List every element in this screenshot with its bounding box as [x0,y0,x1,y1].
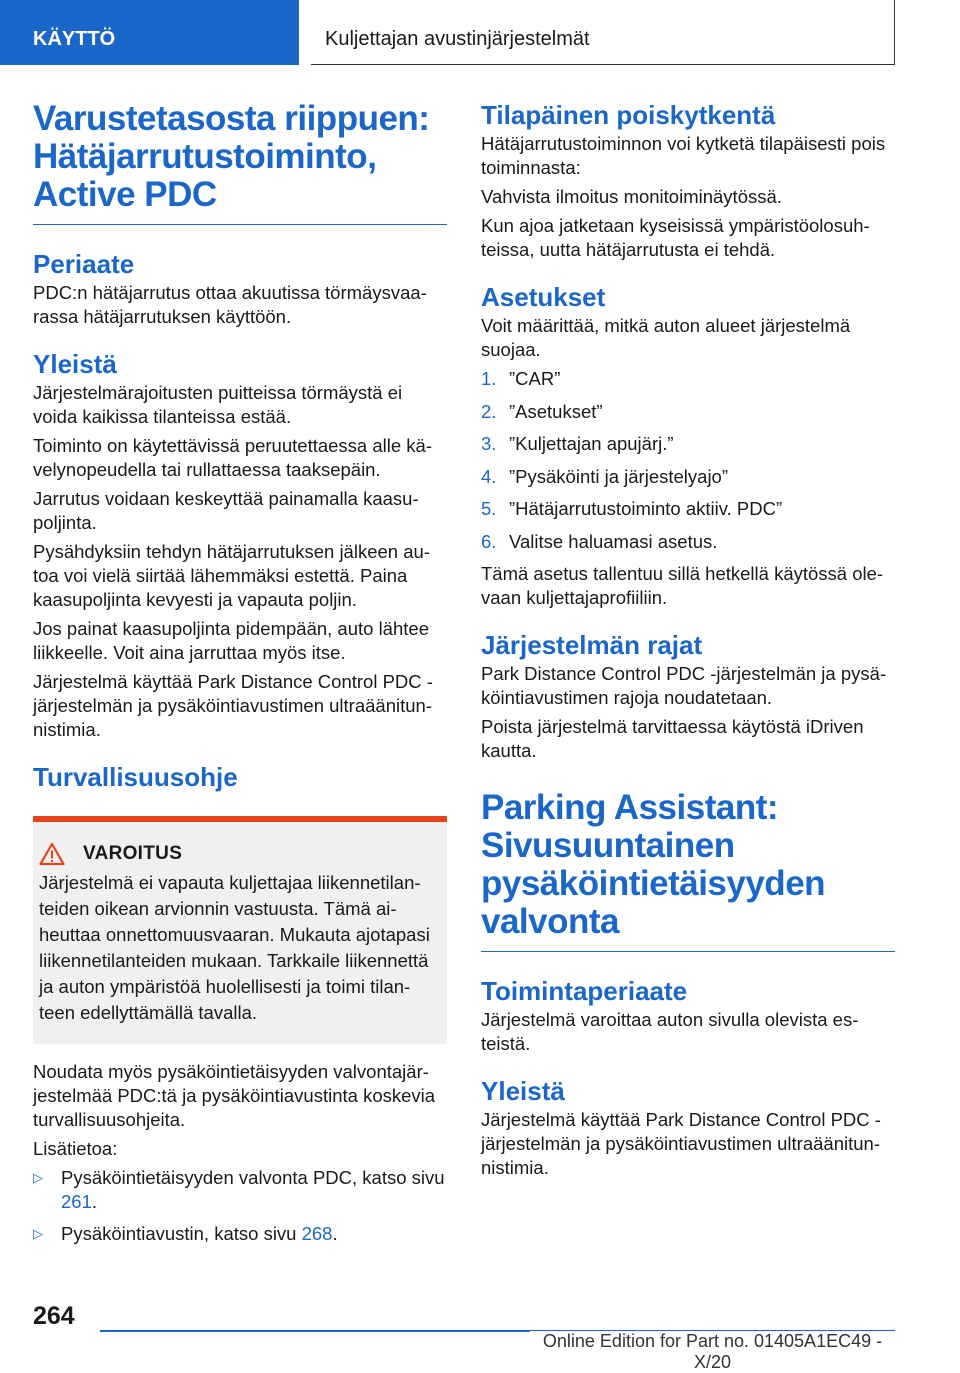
temp-off-paragraph: Kun ajoa jatketaan kyseisissä ympäristöolosuhteissa, uutta hätäjarrutusta ei tehdä. [481,215,870,260]
reference-list [33,1166,447,1246]
page-link[interactable]: 261 [61,1191,92,1212]
heading-safety: Turvallisuusohje [33,762,238,792]
general-paragraph: Pysähdyksiin tehdyn hätäjarrutuksen jälkeen autoa voi vielä siirtää lähemmäksi estettä. Paina kaasupoljinta kevyesti ja vapauta poljin. [33,541,430,610]
section-title-parking: Parking Assistant: Sivusuuntainen pysäköintietäisyyden valvonta [481,789,895,952]
right-column [481,100,895,1185]
limits-paragraph: Poista järjestelmä tarvittaessa käytöstä iDriven kautta. [481,716,864,761]
section-title: Varustetasosta riippuen: Hätäjarrutustoiminto, Active PDC [33,100,447,225]
list-item [33,1222,447,1246]
limits-paragraph: Park Distance Control PDC -järjestelmän ja pysäköintiavustimen rajoja noudatetaan. [481,663,887,708]
left-column [33,100,447,1254]
principle-text: PDC:n hätäjarrutus ottaa akuutissa törmäysvaarassa hätäjarrutuksen käyttöön. [33,282,427,327]
warning-triangle-icon [39,842,65,866]
more-info-label: Lisätietoa: [33,1138,118,1159]
reference-text: Pysäköintiavustin, katso sivu 268. [61,1223,338,1244]
heading-general: Yleistä [33,349,117,379]
triangle-bullet-icon: ▷ [33,1170,43,1185]
temp-off-paragraph: Hätäjarrutustoiminnon voi kytketä tilapäisesti pois toiminnasta: [481,133,886,178]
heading-principle: Periaate [33,249,135,279]
general-paragraph: Jos painat kaasupoljinta pidempään, auto lähtee liikkeelle. Voit aina jarruttaa myös itse. [33,618,429,663]
step-item: 3. ”Kuljettajan apujärj.” [481,433,674,454]
header-section-label: KÄYTTÖ [0,0,299,65]
heading-general-2: Yleistä [481,1076,565,1106]
heading-function-principle: Toimintaperiaate [481,976,688,1006]
header-chapter-label: Kuljettajan avustinjärjestelmät [311,0,895,65]
step-item: 1. ”CAR” [481,368,561,389]
general2-text: Järjestelmä käyttää Park Distance Control PDC -järjestelmän ja pysäköintiavustimen ultraäänitunnistimia. [481,1109,881,1178]
safety-note: Noudata myös pysäköintietäisyyden valvontajärjestelmää PDC:tä ja pysäköintiavustinta koskevia turvallisuusohjeita. [33,1061,436,1130]
page-link[interactable]: 268 [301,1223,333,1244]
heading-temporary-off: Tilapäinen poiskytkentä [481,100,776,130]
settings-steps [481,367,895,554]
triangle-bullet-icon: ▷ [33,1226,43,1241]
warning-box [33,816,447,1044]
step-item: 4. ”Pysäköinti ja järjestelyajo” [481,465,729,487]
list-item [33,1166,447,1214]
page-number: 264 [33,1302,75,1330]
function-principle-text: Järjestelmä varoittaa auton sivulla olevista esteistä. [481,1009,859,1054]
general-paragraph: Järjestelmärajoitusten puitteissa törmäystä ei voida kaikissa tilanteissa estää. [33,382,403,427]
general-paragraph: Järjestelmä käyttää Park Distance Control PDC -järjestelmän ja pysäköintiavustimen ultraäänitunnistimia. [33,671,433,740]
heading-system-limits: Järjestelmän rajat [481,630,703,660]
step-item: 5. ”Hätäjarrutustoiminto aktiiv. PDC” [481,498,783,519]
temp-off-paragraph: Vahvista ilmoitus monitoiminäytössä. [481,186,782,207]
warning-title: VAROITUS [83,843,183,864]
step-item: 6. Valitse haluamasi asetus. [481,530,718,552]
general-paragraph: Toiminto on käytettävissä peruutettaessa alle kävelynopeudella tai rullattaessa taaksepäin. [33,435,432,480]
general-paragraph: Jarrutus voidaan keskeyttää painamalla kaasupoljinta. [33,488,419,533]
warning-text: Järjestelmä ei vapauta kuljettajaa liikennetilanteiden oikean arvionnin vastuusta. Tämä aiheuttaa onnettomuusvaaran. Mukauta ajotapasi liikennetilanteiden mukaan. Tarkkaile liikennettä ja auton ympäristöä huolellisesti ja toimi tilanteen edellyttämällä tavalla. [39,872,430,1023]
settings-outro: Tämä asetus tallentuu sillä hetkellä käytössä olevaan kuljettajaprofiiliin. [481,563,884,608]
footer-edition: Online Edition for Part no. 01405A1EC49 - X/20 [530,1331,895,1373]
heading-settings: Asetukset [481,282,606,312]
step-item: 2. ”Asetukset” [481,400,603,422]
reference-text: Pysäköintietäisyyden valvonta PDC, katso sivu 261. [61,1167,445,1212]
warning-header [39,842,438,866]
settings-intro: Voit määrittää, mitkä auton alueet järjestelmä suojaa. [481,315,851,360]
